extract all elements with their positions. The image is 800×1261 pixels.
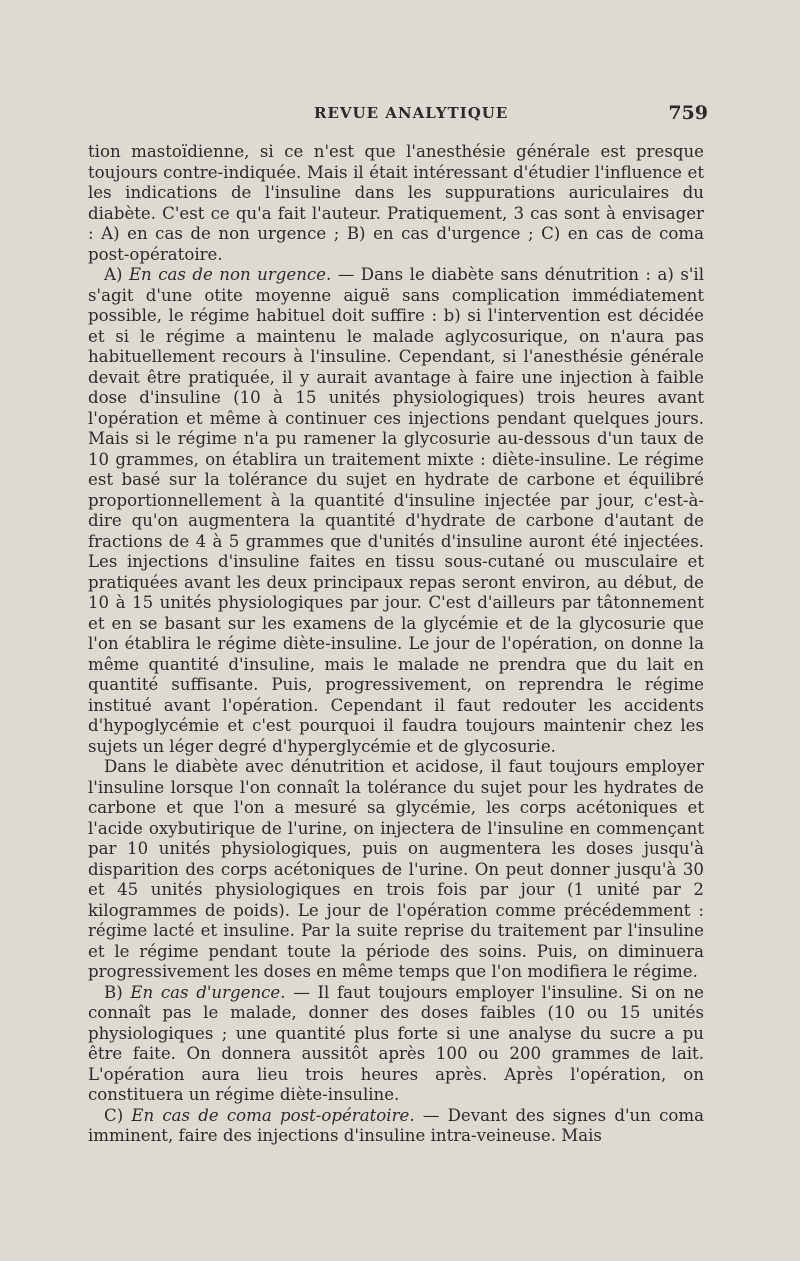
section-heading: En cas de non urgence.	[128, 265, 332, 284]
running-title: REVUE ANALYTIQUE	[314, 104, 509, 122]
page-header	[88, 102, 708, 126]
paragraph-text: — Il faut toujours employer l'insuline. Si on ne connaît pas le malade, donner des doses faibles (10 ou 15 unités physiologiques ; une quantité plus forte si une analyse du sucre a pu être faite. On donnera aussitôt après 100 ou 200 grammes de lait. L'opération aura lieu trois heures après. Après l'opération, on constituera un régime diète-insuline.	[88, 982, 704, 1104]
paragraph-coma	[88, 1106, 704, 1147]
paragraph-urgence	[88, 983, 704, 1106]
paragraph-text: tion mastoïdienne, si ce n'est que l'anesthésie générale est presque toujours contre-indiquée. Mais il était intéressant d'étudier l'influence et les indications de l'insuline dans les suppurations auriculaires du diabète. C'est ce qu'a fait l'auteur. Pratiquement, 3 cas sont à envisager : A) en cas de non urgence ; B) en cas d'urgence ; C) en cas de coma post-opératoire.	[88, 142, 704, 264]
paragraph-text: — Devant des signes d'un coma imminent, faire des injections d'insuline intra-veineuse. Mais	[88, 1105, 704, 1145]
paragraph-intro	[88, 142, 704, 265]
section-heading: En cas de coma post-opératoire.	[131, 1105, 415, 1125]
paragraph-text: Dans le diabète avec dénutrition et acidose, il faut toujours employer l'insuline lorsque l'on connaît la tolérance du sujet pour les hydrates de carbone et que l'on a mesuré sa glycémie, les corps acétoniques et l'acide oxybutirique de l'urine, on injectera de l'insuline en commençant par 10 unités physiologiques, puis on augmentera les doses jusqu'à disparition des corps acétoniques de l'urine. On peut donner jusqu'à 30 et 45 unités physiologiques en trois fois par jour (1 unité par 2 kilogrammes de poids). Le jour de l'opération comme précédemment : régime lacté et insuline. Par la suite reprise du traitement par l'insuline et le régime pendant toute la période des soins. Puis, on diminuera progressivement les doses en même temps que l'on modifiera le régime.	[88, 757, 704, 981]
body-text	[88, 142, 704, 1147]
section-heading: En cas d'urgence.	[130, 982, 286, 1002]
paragraph-text: — Dans le diabète sans dénutrition : a) s'il s'agit d'une otite moyenne aiguë sans complication immédiatement possible, le régime habituel doit suffire : b) si l'intervention est décidée et si le régime a maintenu le malade aglycosurique, on n'aura pas habituellement recours à l'insuline. Cependant, si l'anesthésie générale devait être pratiquée, il y aurait avantage à faire une injection à faible dose d'insuline (10 à 15 unités physiologiques) trois heures avant l'opération et même à continuer ces injections pendant quelques jours. Mais si le régime n'a pu ramener la glycosurie au-dessous d'un taux de 10 grammes, on établira un traitement mixte : diète-insuline. Le régime est basé sur la tolérance du sujet en hydrate de carbone et équilibré proportionnellement à la quantité d'insuline injectée par jour, c'est-à-dire qu'on augmentera la quantité d'hydrate de carbone d'autant de fractions de 4 à 5 grammes que d'unités d'insuline auront été injectées. Les injections d'insuline faites en tissu sous-cutané ou musculaire et pratiquées avant les deux principaux repas seront environ, au début, de 10 à 15 unités physiologiques par jour. C'est d'ailleurs par tâtonnement et en se basant sur les examens de la glycémie et de la glycosurie que l'on établira le régime diète-insuline. Le jour de l'opération, on donne la même quantité d'insuline, mais le malade ne prendra que du lait en quantité suffisante. Puis, progressivement, on reprendra le régime institué avant l'opération. Cependant il faut redouter les accidents d'hypoglycémie et c'est pourquoi il faudra toujours maintenir chez les sujets un léger degré d'hyperglycémie et de glycosurie.	[88, 265, 705, 756]
page-number: 759	[668, 102, 708, 124]
section-letter: C)	[104, 1105, 132, 1125]
paragraph-denutrition	[88, 757, 704, 983]
paragraph-non-urgence	[88, 265, 704, 757]
section-letter: B)	[104, 982, 131, 1002]
section-letter: A)	[104, 265, 129, 284]
